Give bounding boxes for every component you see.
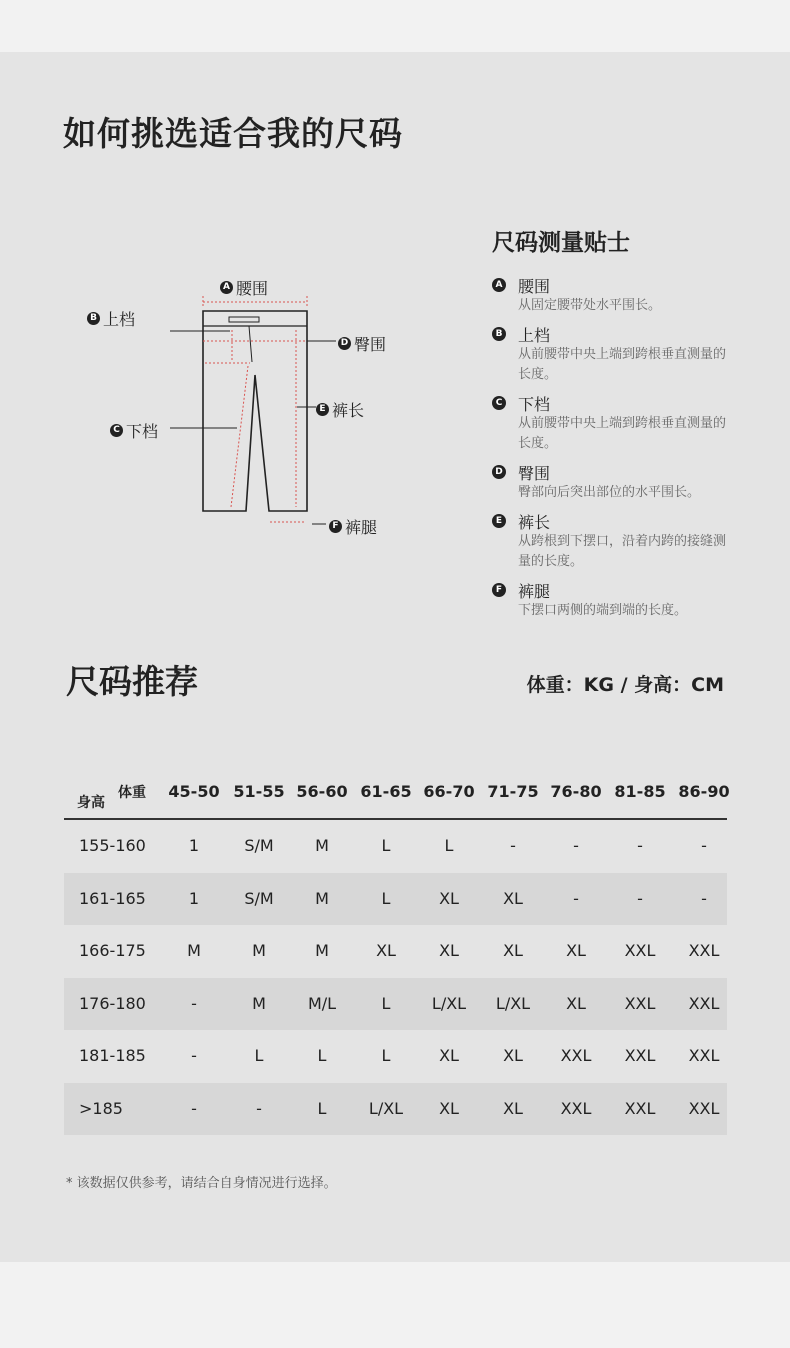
tip-item <box>492 579 737 621</box>
tips-title: 尺码测量贴士 <box>492 230 630 256</box>
size-cell: M <box>252 993 266 1013</box>
size-cell: XL <box>439 888 459 908</box>
size-cell: XXL <box>560 1098 592 1118</box>
size-cell: S/M <box>244 888 274 908</box>
size-cell: XXL <box>624 941 656 960</box>
weight-header: 61-65 <box>360 782 412 801</box>
label-hip: D 臀围 <box>338 332 386 355</box>
size-cell: XXL <box>688 993 720 1013</box>
size-cell: M <box>315 836 329 855</box>
size-cell: L <box>381 836 391 855</box>
size-cell: - <box>573 888 579 908</box>
pants-diagram <box>0 0 470 600</box>
table-body <box>64 820 727 1135</box>
size-cell: XXL <box>688 1098 720 1118</box>
size-cell: XL <box>503 1098 523 1118</box>
size-cell: - <box>637 836 643 855</box>
pointer-lines <box>170 331 336 524</box>
units-label: 体重：KG / 身高：CM <box>526 674 724 696</box>
height-cell: 176-180 <box>79 993 146 1013</box>
badge-a-icon: A <box>220 281 233 294</box>
size-cell: S/M <box>244 836 274 855</box>
page-title: 如何挑选适合我的尺码 <box>63 114 403 153</box>
size-cell: XXL <box>624 1098 656 1118</box>
corner-height-label: 身高 <box>77 795 105 811</box>
size-cell: XL <box>376 941 396 960</box>
size-cell: XL <box>439 1098 459 1118</box>
size-cell: L <box>254 1046 264 1065</box>
tip-description: 从前腰带中央上端到跨根垂直测量的长度。 <box>518 347 727 382</box>
table-row <box>64 873 727 926</box>
badge-f-icon: F <box>329 520 342 533</box>
weight-header: 45-50 <box>168 782 220 801</box>
size-cell: L <box>317 1046 327 1065</box>
tip-badge-icon: D <box>492 465 506 479</box>
size-cell: XL <box>566 941 586 960</box>
badge-c-icon: C <box>110 424 123 437</box>
size-cell: L <box>381 1046 391 1065</box>
size-title: 尺码推荐 <box>66 662 198 701</box>
tip-item <box>492 323 737 385</box>
size-cell: L <box>317 1098 327 1118</box>
weight-header: 56-60 <box>296 782 348 801</box>
size-cell: XL <box>439 941 459 960</box>
size-cell: - <box>191 1046 197 1065</box>
size-cell: XL <box>503 1046 523 1065</box>
tip-name: D 臀围 <box>492 461 737 483</box>
size-cell: XXL <box>624 993 656 1013</box>
size-table <box>64 770 730 1135</box>
badge-e-icon: E <box>316 403 329 416</box>
button-tab <box>229 317 259 322</box>
tip-badge-icon: F <box>492 583 506 597</box>
tip-name: A 腰围 <box>492 274 737 296</box>
tip-badge-icon: C <box>492 396 506 410</box>
weight-header: 71-75 <box>487 782 539 801</box>
size-cell: - <box>191 1098 197 1118</box>
weight-header: 86-90 <box>678 782 730 801</box>
size-cell: - <box>701 888 707 908</box>
tip-name: B 上档 <box>492 323 737 345</box>
badge-b-icon: B <box>87 312 100 325</box>
tip-item <box>492 274 737 316</box>
tips-list <box>492 274 737 628</box>
tip-description: 从固定腰带处水平围长。 <box>518 298 662 313</box>
size-cell: - <box>510 836 516 855</box>
weight-header: 76-80 <box>550 782 602 801</box>
tip-badge-icon: A <box>492 278 506 292</box>
label-rise: B 上档 <box>87 307 135 330</box>
tip-description: 从前腰带中央上端到跨根垂直测量的长度。 <box>518 416 727 451</box>
size-cell: M <box>252 941 266 960</box>
size-cell: L/XL <box>495 993 531 1013</box>
table-row <box>64 820 727 873</box>
label-length: E 裤长 <box>316 398 364 421</box>
table-row <box>64 1030 727 1083</box>
tip-item <box>492 510 737 572</box>
tip-description: 下摆口两侧的端到端的长度。 <box>518 603 688 618</box>
table-row <box>64 978 727 1031</box>
pants-illustration <box>0 0 470 600</box>
size-cell: XXL <box>560 1046 592 1065</box>
size-cell: - <box>573 836 579 855</box>
size-cell: M <box>315 888 329 908</box>
size-cell: XXL <box>624 1046 656 1065</box>
height-cell: 161-165 <box>79 888 146 908</box>
tip-name: E 裤长 <box>492 510 737 532</box>
corner-weight-label: 体重 <box>118 785 146 801</box>
tip-item <box>492 461 737 503</box>
size-cell: XL <box>566 993 586 1013</box>
tip-badge-icon: B <box>492 327 506 341</box>
label-waist: A 腰围 <box>220 276 268 299</box>
size-cell: - <box>256 1098 262 1118</box>
size-cell: 1 <box>188 836 200 855</box>
size-cell: XL <box>503 888 523 908</box>
size-cell: L <box>381 993 391 1013</box>
footnote: * 该数据仅供参考，请结合自身情况进行选择。 <box>66 1176 337 1191</box>
tip-badge-icon: E <box>492 514 506 528</box>
height-cell: >185 <box>79 1098 123 1118</box>
tip-description: 从跨根到下摆口，沿着内跨的接缝测量的长度。 <box>518 534 727 569</box>
tip-name: C 下档 <box>492 392 737 414</box>
tip-item <box>492 392 737 454</box>
table-header <box>64 770 730 820</box>
measure-lines <box>203 296 307 522</box>
size-cell: - <box>191 993 197 1013</box>
size-cell: XL <box>503 941 523 960</box>
height-cell: 181-185 <box>79 1046 146 1065</box>
size-cell: M <box>187 941 201 960</box>
weight-header: 81-85 <box>614 782 666 801</box>
size-cell: L <box>381 888 391 908</box>
size-cell: M <box>315 941 329 960</box>
size-cell: - <box>701 836 707 855</box>
weight-header: 66-70 <box>423 782 475 801</box>
size-cell: L <box>444 836 454 855</box>
table-row <box>64 1083 727 1136</box>
size-cell: L/XL <box>431 993 467 1013</box>
size-cell: M/L <box>307 993 337 1013</box>
badge-d-icon: D <box>338 337 351 350</box>
height-cell: 155-160 <box>79 836 146 855</box>
tip-name: F 裤腿 <box>492 579 737 601</box>
table-row <box>64 925 727 978</box>
size-cell: L/XL <box>368 1098 404 1118</box>
size-cell: XL <box>439 1046 459 1065</box>
size-cell: XXL <box>688 941 720 960</box>
fly-line <box>249 326 252 362</box>
label-leg-opening: F 裤腿 <box>329 515 377 538</box>
size-cell: XXL <box>688 1046 720 1065</box>
height-cell: 166-175 <box>79 941 146 960</box>
tip-description: 臀部向后突出部位的水平围长。 <box>518 485 701 500</box>
size-cell: - <box>637 888 643 908</box>
weight-header: 51-55 <box>233 782 285 801</box>
size-cell: 1 <box>188 888 200 908</box>
label-inseam: C 下档 <box>110 419 158 442</box>
